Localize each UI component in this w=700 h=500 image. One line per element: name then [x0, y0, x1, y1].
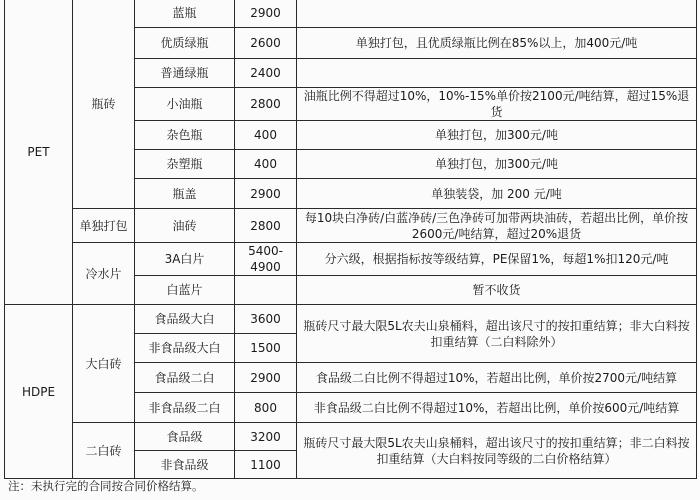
note-cell: 暂不收货	[297, 276, 697, 305]
table-row	[5, 209, 697, 243]
footnote: 注：未执行完的合同按合同价格结算。	[8, 479, 204, 493]
note-cell: 非食品级二白比例不得超过10%，若超出比例，单价按600元/吨结算	[297, 393, 697, 423]
item-cell: 食品级二白	[135, 363, 235, 393]
price-cell: 2800	[235, 88, 297, 121]
price-cell: 1100	[235, 451, 297, 479]
note-cell: 单独打包，加300元/吨	[297, 121, 697, 150]
note-cell: 瓶砖尺寸最大限5L农夫山泉桶料，超出该尺寸的按扣重结算；非大白料按扣重结算（二白料除外）	[297, 305, 697, 363]
item-cell: 非食品级大白	[135, 334, 235, 363]
price-cell: 1500	[235, 334, 297, 363]
item-cell: 油砖	[135, 209, 235, 243]
group-cell: 二白砖	[73, 423, 135, 479]
item-cell: 杂色瓶	[135, 121, 235, 150]
group-cell: 单独打包	[73, 209, 135, 243]
table-row	[5, 423, 697, 451]
table-row	[5, 305, 697, 334]
price-table	[4, 0, 697, 479]
note-cell: 单独打包，且优质绿瓶比例在85%以上，加400元/吨	[297, 28, 697, 59]
category-cell: PET	[5, 0, 73, 305]
price-cell: 2900	[235, 363, 297, 393]
note-cell: 油瓶比例不得超过10%，10%-15%单价按2100元/吨结算，超过15%退货	[297, 88, 697, 121]
price-cell: 2800	[235, 209, 297, 243]
price-cell: 2900	[235, 179, 297, 209]
item-cell: 3A白片	[135, 243, 235, 276]
item-cell: 白蓝片	[135, 276, 235, 305]
note-cell	[297, 0, 697, 28]
price-cell: 800	[235, 393, 297, 423]
group-cell: 冷水片	[73, 243, 135, 305]
group-cell: 大白砖	[73, 305, 135, 423]
note-cell: 每10块白净砖/白蓝净砖/三色净砖可加带两块油砖，若超出比例，单价按2600元/吨结算，超过20%退货	[297, 209, 697, 243]
price-cell: 2600	[235, 28, 297, 59]
price-cell: 3600	[235, 305, 297, 334]
price-cell	[235, 276, 297, 305]
price-cell: 2900	[235, 0, 297, 28]
item-cell: 瓶盖	[135, 179, 235, 209]
group-cell: 瓶砖	[73, 0, 135, 209]
item-cell: 非食品级	[135, 451, 235, 479]
price-cell: 3200	[235, 423, 297, 451]
item-cell: 食品级大白	[135, 305, 235, 334]
note-cell: 单独打包，加300元/吨	[297, 150, 697, 179]
table-row	[5, 243, 697, 276]
item-cell: 普通绿瓶	[135, 59, 235, 88]
item-cell: 非食品级二白	[135, 393, 235, 423]
note-cell: 分六级，根据指标按等级结算，PE保留1%，每超1%扣120元/吨	[297, 243, 697, 276]
item-cell: 蓝瓶	[135, 0, 235, 28]
item-cell: 杂塑瓶	[135, 150, 235, 179]
note-cell: 食品级二白比例不得超过10%，若超出比例，单价按2700元/吨结算	[297, 363, 697, 393]
note-cell	[297, 59, 697, 88]
price-cell: 2400	[235, 59, 297, 88]
note-cell: 瓶砖尺寸最大限5L农夫山泉桶料，超出该尺寸的按扣重结算；非二白料按扣重结算（大白料按同等级的二白价格结算）	[297, 423, 697, 479]
price-cell: 400	[235, 121, 297, 150]
table-row	[5, 0, 697, 28]
price-cell: 400	[235, 150, 297, 179]
category-cell: HDPE	[5, 305, 73, 479]
item-cell: 优质绿瓶	[135, 28, 235, 59]
item-cell: 小油瓶	[135, 88, 235, 121]
item-cell: 食品级	[135, 423, 235, 451]
price-cell: 5400-4900	[235, 243, 297, 276]
note-cell: 单独装袋，加 200 元/吨	[297, 179, 697, 209]
